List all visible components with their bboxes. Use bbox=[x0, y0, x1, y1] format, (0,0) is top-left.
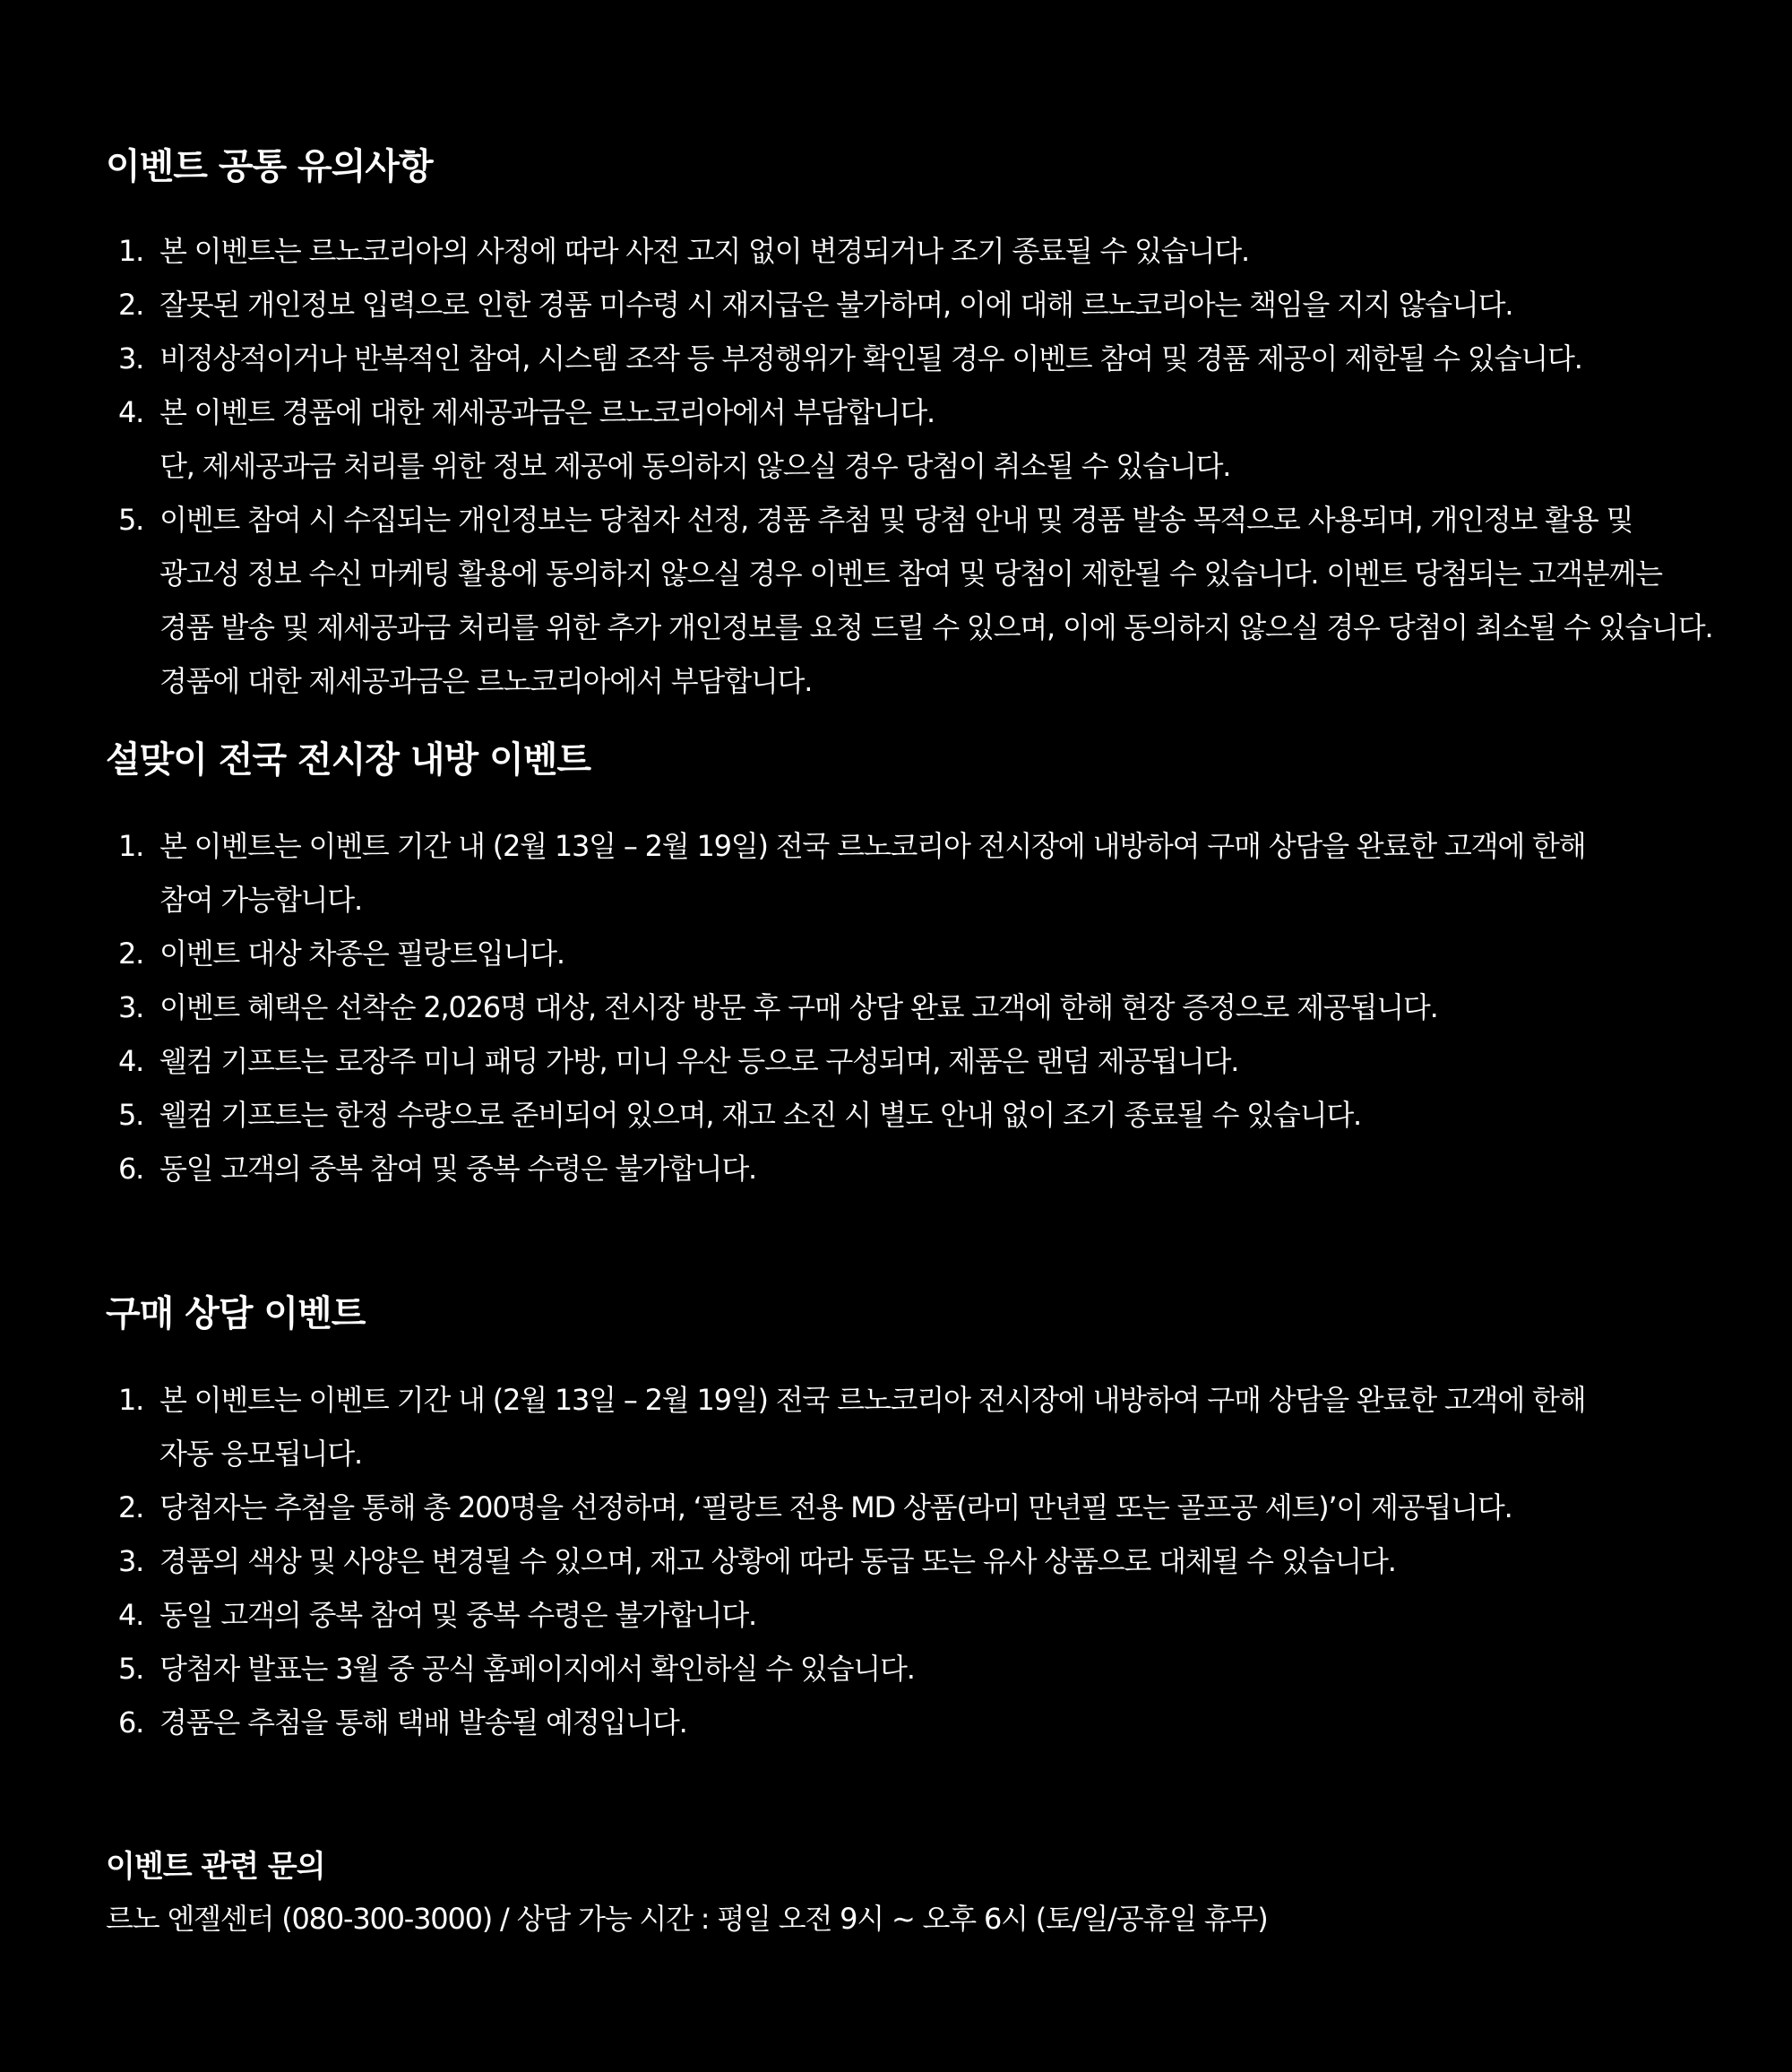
list-item-text: 비정상적이거나 반복적인 참여, 시스템 조작 등 부정행위가 확인될 경우 이벤트 참여 및 경품 제공이 제한될 수 있습니다. bbox=[159, 341, 1582, 376]
list-item bbox=[106, 332, 1712, 385]
list-item-text: 잘못된 개인정보 입력으로 인한 경품 미수령 시 재지급은 불가하며, 이에 대해 르노코리아는 책임을 지지 않습니다. bbox=[159, 288, 1513, 322]
list-item-number: 2. bbox=[118, 937, 144, 971]
list-item-number: 4. bbox=[118, 1044, 144, 1078]
list-item-number: 2. bbox=[118, 288, 144, 322]
contact-info: 르노 엔젤센터 (080-300-3000) / 상담 가능 시간 : 평일 오전 9시 ~ 오후 6시 (토/일/공휴일 휴무) bbox=[106, 1902, 1268, 1936]
list-item bbox=[106, 278, 1712, 332]
list-item-text: 동일 고객의 중복 참여 및 중복 수령은 불가합니다. bbox=[159, 1152, 757, 1186]
list-item-text: 광고성 정보 수신 마케팅 활용에 동의하지 않으실 경우 이벤트 참여 및 당첨이 제한될 수 있습니다. 이벤트 당첨되는 고객분께는 bbox=[159, 557, 1662, 591]
list-item-number: 1. bbox=[118, 829, 144, 863]
list-item-number: 1. bbox=[118, 1383, 144, 1417]
list-item-number: 6. bbox=[118, 1705, 144, 1740]
showroom-event-list bbox=[106, 819, 1585, 1196]
list-item-text: 참여 가능합니다. bbox=[159, 883, 362, 917]
list-item-text: 본 이벤트는 이벤트 기간 내 (2월 13일 – 2월 19일) 전국 르노코리아 전시장에 내방하여 구매 상담을 완료한 고객에 한해 bbox=[159, 1383, 1586, 1417]
list-item-number: 3. bbox=[118, 1544, 144, 1578]
contact-title: 이벤트 관련 문의 bbox=[106, 1849, 325, 1885]
list-item bbox=[106, 1142, 1585, 1196]
list-item-number: 4. bbox=[118, 1598, 144, 1632]
list-item-text: 당첨자는 추첨을 통해 총 200명을 선정하며, ‘필랑트 전용 MD 상품(라미 만년필 또는 골프공 세트)’이 제공됩니다. bbox=[159, 1490, 1512, 1524]
list-item bbox=[106, 819, 1585, 927]
list-item bbox=[106, 1373, 1585, 1481]
consultation-event-list bbox=[106, 1373, 1585, 1749]
list-item bbox=[106, 1534, 1585, 1588]
list-item-text: 웰컴 기프트는 한정 수량으로 준비되어 있으며, 재고 소진 시 별도 안내 없이 조기 종료될 수 있습니다. bbox=[159, 1098, 1362, 1132]
section-title-consultation-event: 구매 상담 이벤트 bbox=[106, 1293, 366, 1334]
list-item bbox=[106, 1642, 1585, 1696]
list-item bbox=[106, 1088, 1585, 1142]
list-item-text: 단, 제세공과금 처리를 위한 정보 제공에 동의하지 않으실 경우 당첨이 취소될 수 있습니다. bbox=[159, 449, 1231, 483]
list-item-text: 이벤트 대상 차종은 필랑트입니다. bbox=[159, 937, 564, 971]
list-item-number: 4. bbox=[118, 395, 144, 429]
list-item-text: 이벤트 혜택은 선착순 2,026명 대상, 전시장 방문 후 구매 상담 완료 고객에 한해 현장 증정으로 제공됩니다. bbox=[159, 990, 1438, 1024]
list-item-text: 본 이벤트는 이벤트 기간 내 (2월 13일 – 2월 19일) 전국 르노코리아 전시장에 내방하여 구매 상담을 완료한 고객에 한해 bbox=[159, 829, 1586, 863]
list-item-text: 자동 응모됩니다. bbox=[159, 1437, 362, 1471]
list-item-text: 당첨자 발표는 3월 중 공식 홈페이지에서 확인하실 수 있습니다. bbox=[159, 1652, 915, 1686]
list-item-number: 5. bbox=[118, 1098, 144, 1132]
common-notes-list bbox=[106, 224, 1712, 708]
list-item-number: 3. bbox=[118, 341, 144, 376]
list-item-number: 5. bbox=[118, 1652, 144, 1686]
list-item bbox=[106, 1481, 1585, 1534]
list-item-number: 6. bbox=[118, 1152, 144, 1186]
list-item-number: 2. bbox=[118, 1490, 144, 1524]
list-item-text: 본 이벤트 경품에 대한 제세공과금은 르노코리아에서 부담합니다. bbox=[159, 395, 935, 429]
list-item-text: 동일 고객의 중복 참여 및 중복 수령은 불가합니다. bbox=[159, 1598, 757, 1632]
list-item-text: 경품에 대한 제세공과금은 르노코리아에서 부담합니다. bbox=[159, 664, 813, 698]
list-item-number: 1. bbox=[118, 234, 144, 268]
list-item-text: 웰컴 기프트는 로장주 미니 패딩 가방, 미니 우산 등으로 구성되며, 제품은 랜덤 제공됩니다. bbox=[159, 1044, 1239, 1078]
list-item-number: 3. bbox=[118, 990, 144, 1024]
list-item bbox=[106, 980, 1585, 1034]
list-item bbox=[106, 1034, 1585, 1088]
list-item-text: 경품 발송 및 제세공과금 처리를 위한 추가 개인정보를 요청 드릴 수 있으며, 이에 동의하지 않으실 경우 당첨이 최소될 수 있습니다. bbox=[159, 610, 1713, 644]
list-item bbox=[106, 224, 1712, 278]
list-item-text: 경품은 추첨을 통해 택배 발송될 예정입니다. bbox=[159, 1705, 687, 1740]
section-title-showroom-event: 설맞이 전국 전시장 내방 이벤트 bbox=[106, 739, 591, 781]
list-item-text: 이벤트 참여 시 수집되는 개인정보는 당첨자 선정, 경품 추첨 및 당첨 안내 및 경품 발송 목적으로 사용되며, 개인정보 활용 및 bbox=[159, 503, 1633, 537]
list-item bbox=[106, 493, 1712, 708]
list-item-number: 5. bbox=[118, 503, 144, 537]
list-item bbox=[106, 927, 1585, 980]
list-item bbox=[106, 1588, 1585, 1642]
section-title-common-notes: 이벤트 공통 유의사항 bbox=[106, 146, 433, 187]
list-item bbox=[106, 385, 1712, 493]
list-item-text: 본 이벤트는 르노코리아의 사정에 따라 사전 고지 없이 변경되거나 조기 종료될 수 있습니다. bbox=[159, 234, 1249, 268]
list-item bbox=[106, 1696, 1585, 1749]
list-item-text: 경품의 색상 및 사양은 변경될 수 있으며, 재고 상황에 따라 동급 또는 유사 상품으로 대체될 수 있습니다. bbox=[159, 1544, 1396, 1578]
